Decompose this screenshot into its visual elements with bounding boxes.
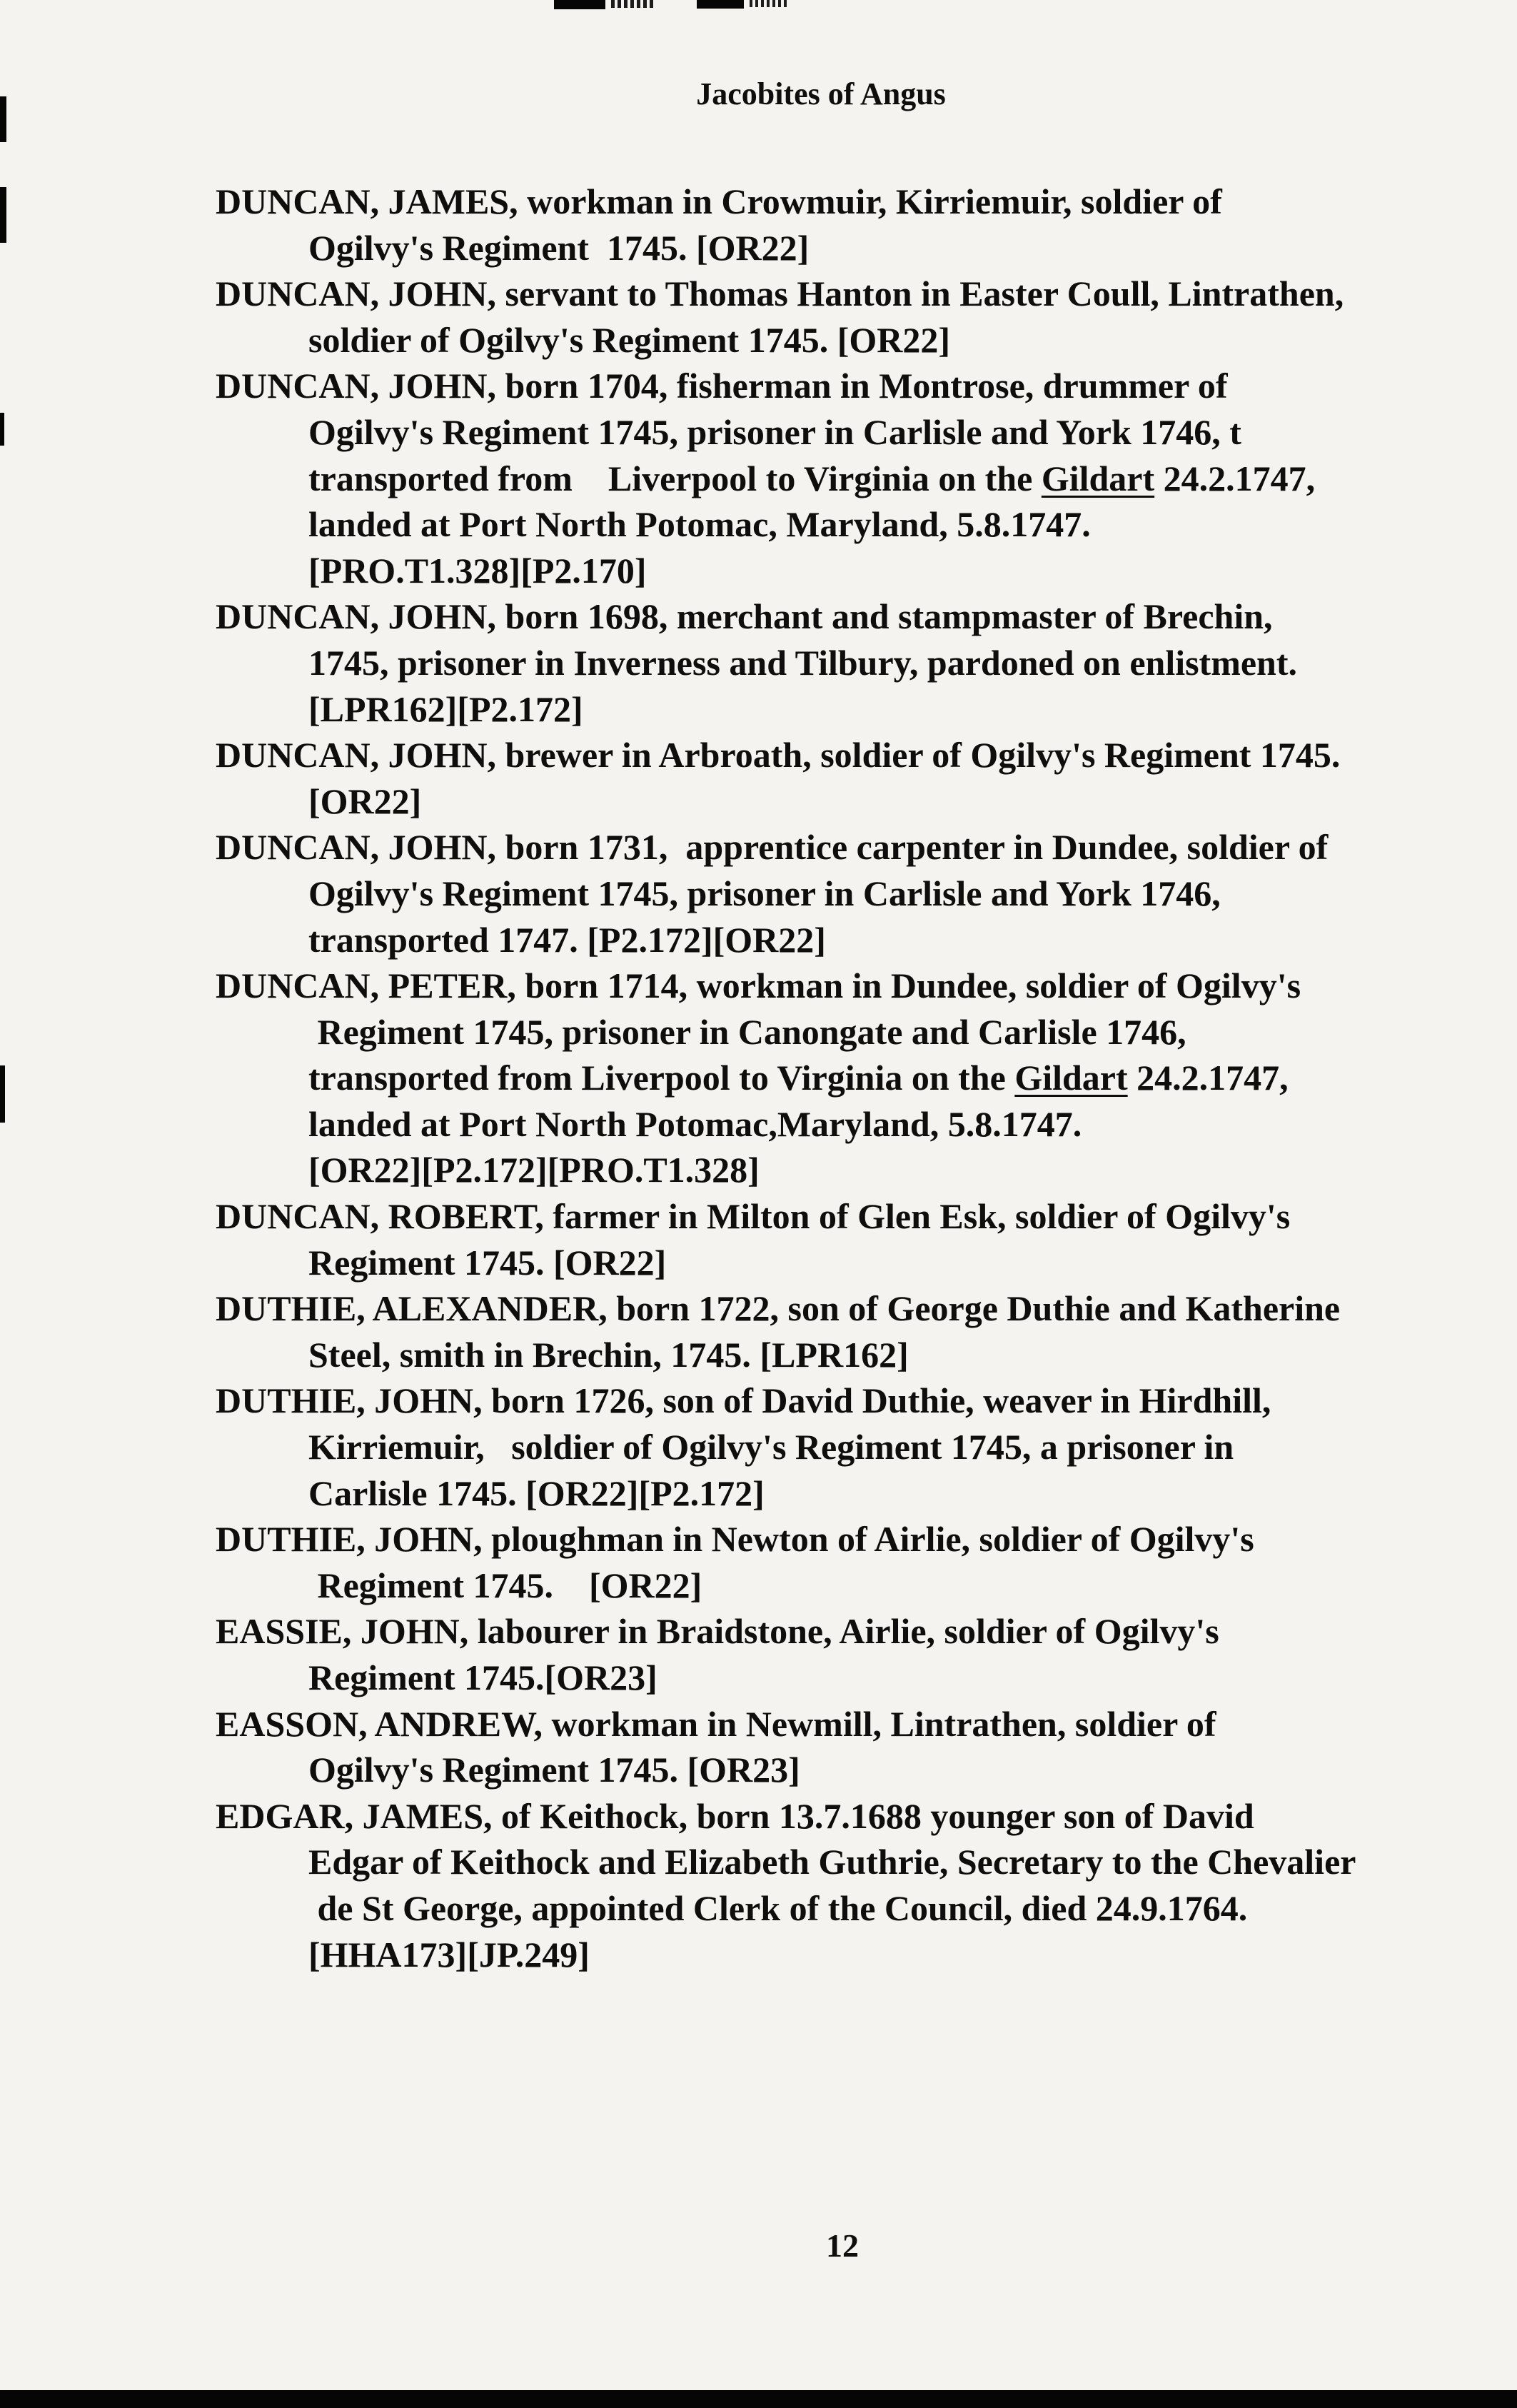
entry — [216, 271, 1472, 363]
entry-line: EASSON, ANDREW, workman in Newmill, Lintrathen, soldier of — [216, 1703, 1216, 1744]
entry-line: Regiment 1745.[OR23] — [308, 1657, 657, 1697]
entry-line: Steel, smith in Brechin, 1745. [LPR162] — [308, 1334, 909, 1375]
entry-line: EDGAR, JAMES, of Keithock, born 13.7.1688 younger son of David — [216, 1795, 1254, 1836]
entry-line: 1745, prisoner in Inverness and Tilbury, pardoned on enlistment. — [308, 642, 1298, 683]
entry — [216, 1608, 1472, 1700]
entry-line: DUNCAN, JOHN, born 1731, apprentice carpenter in Dundee, soldier of — [216, 827, 1329, 868]
entry — [216, 179, 1472, 271]
entry-line: Ogilvy's Regiment 1745, prisoner in Carlisle and York 1746, t — [308, 411, 1241, 452]
entry-line: Kirriemuir, soldier of Ogilvy's Regiment 1745, a prisoner in — [308, 1427, 1234, 1468]
entry-line: DUNCAN, JOHN, born 1704, fisherman in Montrose, drummer of — [216, 366, 1228, 406]
entry-list — [216, 179, 1472, 1977]
entry-line: DUNCAN, PETER, born 1714, workman in Dundee, soldier of Ogilvy's — [216, 965, 1301, 1006]
entry — [216, 732, 1472, 824]
entry — [216, 824, 1472, 963]
entry — [216, 1516, 1472, 1608]
entry-line: Ogilvy's Regiment 1745. [OR23] — [308, 1750, 800, 1790]
scan-artifact-left-edge-2 — [0, 187, 6, 243]
entry-line: DUNCAN, JOHN, born 1698, merchant and stampmaster of Brechin, — [216, 596, 1273, 637]
scan-edge-bottom-bar — [0, 2390, 1517, 2408]
entry-line: Regiment 1745. [OR22] — [308, 1565, 702, 1605]
entry-line: DUTHIE, JOHN, born 1726, son of David Duthie, weaver in Hirdhill, — [216, 1380, 1271, 1421]
entry-line: DUTHIE, JOHN, ploughman in Newton of Airlie, soldier of Ogilvy's — [216, 1519, 1254, 1560]
entry-line: Regiment 1745, prisoner in Canongate and Carlisle 1746, — [308, 1011, 1186, 1052]
entry-line: Ogilvy's Regiment 1745, prisoner in Carlisle and York 1746, — [308, 873, 1221, 913]
entry — [216, 1193, 1472, 1285]
scan-artifact-left-edge-4 — [0, 1065, 5, 1123]
ship-name-underlined: Gildart — [1014, 1058, 1128, 1098]
entry-line: Carlisle 1745. [OR22][P2.172] — [308, 1473, 765, 1513]
entry-line: DUNCAN, ROBERT, farmer in Milton of Glen Esk, soldier of Ogilvy's — [216, 1196, 1291, 1237]
scan-artifact-top-mark-1 — [554, 0, 605, 9]
entry-line: DUNCAN, JOHN, servant to Thomas Hanton in Easter Coull, Lintrathen, — [216, 274, 1344, 314]
entry-line: Ogilvy's Regiment 1745. [OR22] — [308, 227, 810, 268]
entry-line: landed at Port North Potomac, Maryland, 5.8.1747. — [308, 504, 1091, 545]
entry-line: landed at Port North Potomac,Maryland, 5.8.1747. — [308, 1103, 1082, 1144]
entry-line: [LPR162][P2.172] — [308, 688, 583, 729]
entry — [216, 1378, 1472, 1516]
entry-line: EASSIE, JOHN, labourer in Braidstone, Airlie, soldier of Ogilvy's — [216, 1611, 1219, 1652]
entry-line: Edgar of Keithock and Elizabeth Guthrie, Secretary to the Chevalier — [308, 1842, 1356, 1882]
entry — [216, 963, 1472, 1193]
scan-artifact-top-noise-1 — [611, 0, 654, 8]
entry — [216, 1285, 1472, 1378]
entry — [216, 593, 1472, 732]
scan-artifact-top-noise-2 — [750, 0, 787, 7]
entry-line: transported from Liverpool to Virginia on the Gildart 24.2.1747, — [308, 1058, 1289, 1098]
ship-name-underlined: Gildart — [1041, 458, 1155, 498]
scan-artifact-left-edge-3 — [0, 413, 4, 446]
page-number: 12 — [826, 2227, 859, 2264]
entry-line: Regiment 1745. [OR22] — [308, 1242, 667, 1283]
entry — [216, 1793, 1472, 1977]
entry-line: [OR22] — [308, 781, 422, 821]
entry-line: transported 1747. [P2.172][OR22] — [308, 919, 826, 960]
scan-artifact-top-mark-2 — [697, 0, 744, 9]
entry-line: [PRO.T1.328][P2.170] — [308, 550, 647, 591]
entry-line: DUTHIE, ALEXANDER, born 1722, son of George Duthie and Katherine — [216, 1288, 1341, 1329]
entry-line: DUNCAN, JAMES, workman in Crowmuir, Kirriemuir, soldier of — [216, 181, 1222, 221]
page-header-title: Jacobites of Angus — [696, 76, 946, 111]
entry — [216, 363, 1472, 593]
entry — [216, 1701, 1472, 1793]
entry-line: de St George, appointed Clerk of the Council, died 24.9.1764. — [308, 1887, 1248, 1928]
entry-line: [HHA173][JP.249] — [308, 1934, 590, 1975]
entry-line: [OR22][P2.172][PRO.T1.328] — [308, 1150, 760, 1190]
entry-line: DUNCAN, JOHN, brewer in Arbroath, soldier of Ogilvy's Regiment 1745. — [216, 735, 1341, 776]
entry-line: transported from Liverpool to Virginia on the Gildart 24.2.1747, — [308, 458, 1316, 498]
scan-artifact-left-edge-1 — [0, 96, 6, 142]
entry-line: soldier of Ogilvy's Regiment 1745. [OR22] — [308, 319, 950, 360]
